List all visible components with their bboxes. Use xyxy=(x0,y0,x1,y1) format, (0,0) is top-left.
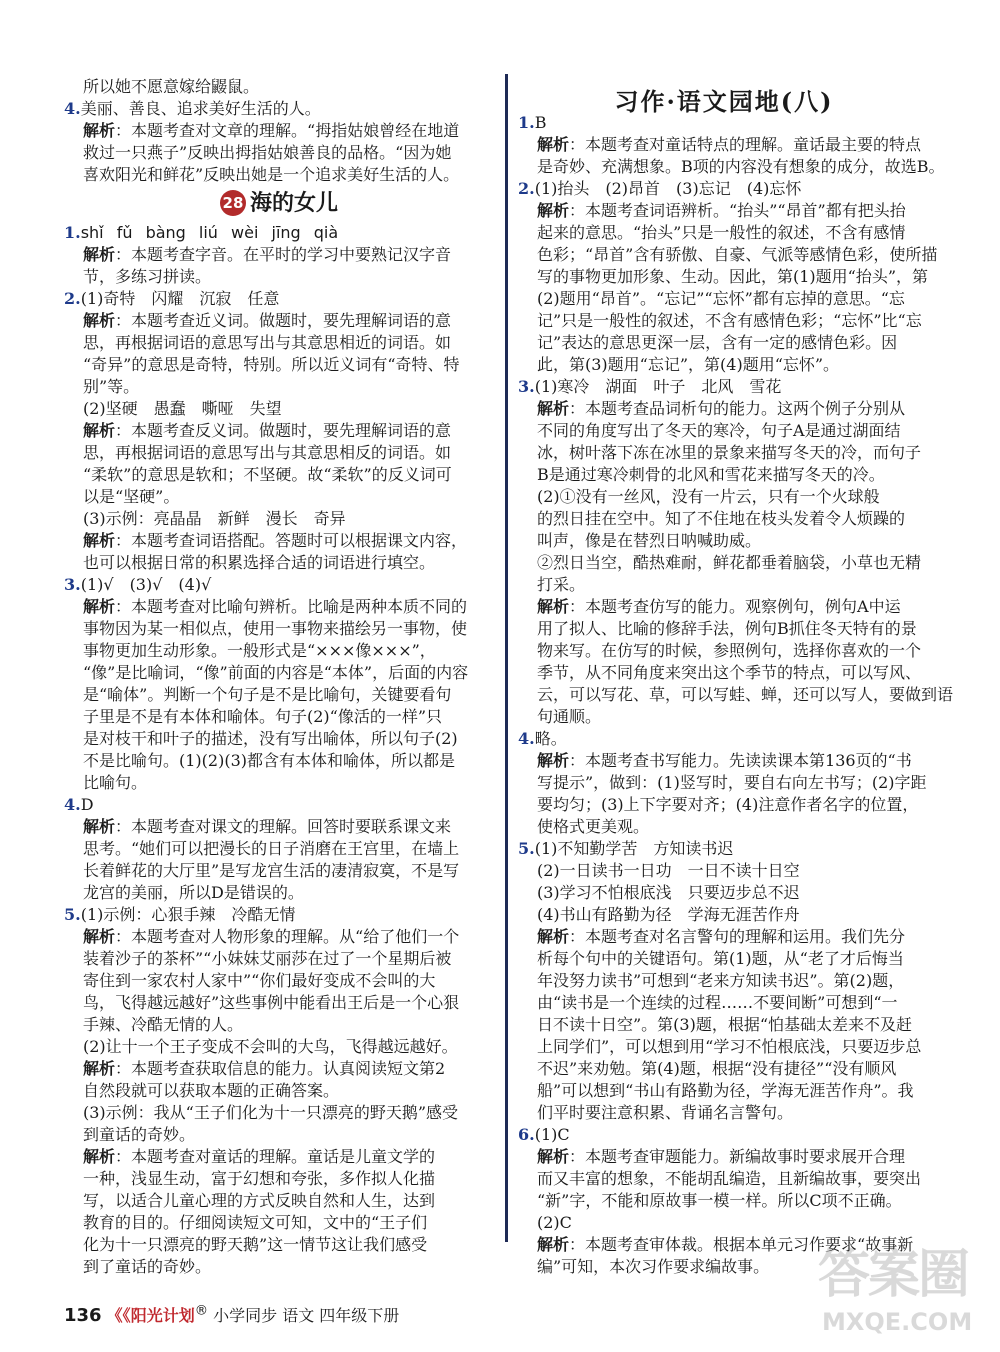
analysis-line xyxy=(64,926,494,948)
answer-item xyxy=(518,728,938,750)
answer-item xyxy=(64,574,494,596)
analysis-label: 解析 xyxy=(83,1059,116,1078)
text-line: 析每个句中的关键语句。第(1)题，从“老了才后悔当 xyxy=(537,949,904,968)
text-line: 教育的目的。仔细阅读短文可知，文中的“王子们 xyxy=(83,1213,428,1232)
answer-item xyxy=(64,222,494,244)
text-line: (2)让十一个王子变成不会叫的大鸟，飞得越远越好。 xyxy=(83,1037,458,1056)
brand-name: 阳光计划 xyxy=(130,1306,195,1325)
analysis-label: 解析 xyxy=(537,399,570,418)
answer-text: shǐ fǔ bàng liú wèi jīng qià xyxy=(80,223,339,242)
answer-item xyxy=(518,376,938,398)
answer-item xyxy=(64,794,494,816)
text-line: 寄住到一家农村人家中”“你们最好变成不会叫的大 xyxy=(83,971,436,990)
analysis-line xyxy=(64,530,494,552)
text-line: (2)题用“昂首”。“忘记”“忘怀”都有忘掉的意思。“忘 xyxy=(537,289,905,308)
text-line: 长着鲜花的大厅里”是写龙宫生活的凄清寂寞，不是写 xyxy=(83,861,460,880)
analysis-line xyxy=(518,1146,938,1168)
text-line: 日不读十日空”。第(3)题，根据“怕基础太差来不及赶 xyxy=(537,1015,913,1034)
text-line: 而又丰富的想象，不能胡乱编造，且新编故事，要突出 xyxy=(537,1169,922,1188)
question-number: 3. xyxy=(518,377,535,396)
text-line: 云，可以写花、草，可以写蛙、蝉，还可以写人，要做到语 xyxy=(537,685,954,704)
text-line: 救过一只燕子”反映出拇指姑娘善良的品格。“因为她 xyxy=(83,143,452,162)
question-number: 2. xyxy=(518,179,535,198)
text-line: 思考。“她们可以把漫长的日子消磨在王宫里，在墙上 xyxy=(83,839,460,858)
analysis-label: 解析 xyxy=(83,311,116,330)
text-line: 打采。 xyxy=(537,575,586,594)
column-divider xyxy=(505,74,508,1242)
question-number: 6. xyxy=(518,1125,535,1144)
answer-item xyxy=(64,288,494,310)
text-line: 记”表达的意思更深一层，含有一定的感情色彩。因 xyxy=(537,333,898,352)
text-line: 色彩；“昂首”含有骄傲、自豪、气派等感情色彩，使所描 xyxy=(537,245,938,264)
text-line: 起来的意思。“抬头”只是一般性的叙述，不含有感情 xyxy=(537,223,906,242)
page-number: 136 xyxy=(64,1305,102,1326)
left-column xyxy=(64,76,494,1278)
analysis-label: 解析 xyxy=(537,597,570,616)
analysis-label: 解析 xyxy=(537,751,570,770)
text-line: 写提示”，做到：(1)竖写时，要自右向左书写；(2)字距 xyxy=(537,773,927,792)
analysis-line xyxy=(64,310,494,332)
answer-item xyxy=(64,904,494,926)
text-line: 船”可以想到“书山有路勤为径，学海无涯苦作舟”。我 xyxy=(537,1081,914,1100)
text-line: 用了拟人、比喻的修辞手法，例句B抓住冬天特有的景 xyxy=(537,619,917,638)
text-line: 叫声，像是在替烈日呐喊助威。 xyxy=(537,531,762,550)
analysis-line xyxy=(64,120,494,142)
text-line: “像”是比喻词，“像”前面的内容是“本体”，后面的内容 xyxy=(83,663,469,682)
answer-text: 略。 xyxy=(534,729,567,748)
text-line: 思，再根据词语的意思写出与其意思相反的词语。如 xyxy=(83,443,452,462)
analysis-label: 解析 xyxy=(537,1235,570,1254)
text-line: 上同学们”，可以想到用“学习不怕根底浅，只要迈步总 xyxy=(537,1037,922,1056)
text-line: 物来写。在仿写的时候，参照例句，选择你喜欢的一个 xyxy=(537,641,922,660)
text-line: 也可以根据日常的积累选择合适的词语进行填空。 xyxy=(83,553,436,572)
question-number: 3. xyxy=(64,575,81,594)
question-number: 2. xyxy=(64,289,81,308)
analysis-line xyxy=(64,816,494,838)
analysis-line xyxy=(64,244,494,266)
text-line: (4)书山有路勤为径 学海无涯苦作舟 xyxy=(537,905,800,924)
analysis-text: ：本题考查对课文的理解。回答时要联系课文来 xyxy=(115,817,452,836)
text-line: 是对枝干和叶子的描述，没有写出喻体，所以句子(2) xyxy=(83,729,458,748)
text-line: 子里是不是有本体和喻体。句子(2)“像活的一样”只 xyxy=(83,707,443,726)
analysis-text: ：本题考查对童话的理解。童话是儿童文学的 xyxy=(115,1147,436,1166)
analysis-label: 解析 xyxy=(83,245,116,264)
analysis-text: ：本题考查书写能力。先读读课本第136页的“书 xyxy=(569,751,912,770)
analysis-label: 解析 xyxy=(537,927,570,946)
analysis-label: 解析 xyxy=(83,597,116,616)
text-line: “新”字，不能和原故事一模一样。所以C项不正确。 xyxy=(537,1191,902,1210)
text-line: 到童话的奇妙。 xyxy=(83,1125,196,1144)
analysis-text: ：本题考查对文章的理解。“拇指姑娘曾经在地道 xyxy=(115,121,460,140)
answer-text: B xyxy=(534,113,547,132)
answer-text: (1)抬头 (2)昂首 (3)忘记 (4)忘怀 xyxy=(534,179,802,198)
text-line: 年没努力读书”可想到“老来方知读书迟”。第(2)题， xyxy=(537,971,905,990)
text-line: 化为十一只漂亮的野天鹅”这一情节这让我们感受 xyxy=(83,1235,428,1254)
analysis-text: ：本题考查词语搭配。答题时可以根据课文内容， xyxy=(115,531,468,550)
answer-text: (1)不知勤学苦 方知读书迟 xyxy=(534,839,734,858)
text-line: B是通过寒冷刺骨的北风和雪花来描写冬天的冷。 xyxy=(537,465,885,484)
text-line: 们平时要注意积累、背诵名言警句。 xyxy=(537,1103,794,1122)
text-line: 到了童话的奇妙。 xyxy=(83,1257,212,1276)
analysis-line xyxy=(518,926,938,948)
analysis-line xyxy=(518,750,938,772)
text-line: 编”可知，本次习作要求编故事。 xyxy=(537,1257,770,1276)
text-line: 此，第(3)题用“忘记”，第(4)题用“忘怀”。 xyxy=(537,355,840,374)
text-line: 是奇妙、充满想象。B项的内容没有想象的成分，故选B。 xyxy=(537,157,945,176)
analysis-text: ：本题考查获取信息的能力。认真阅读短文第2 xyxy=(115,1059,446,1078)
analysis-line xyxy=(64,596,494,618)
text-line: 要均匀；(3)上下字要对齐；(4)注意作者名字的位置， xyxy=(537,795,919,814)
answer-text: (1)示例：心狠手辣 冷酷无情 xyxy=(80,905,296,924)
question-number: 4. xyxy=(64,99,81,118)
question-number: 5. xyxy=(518,839,535,858)
text-line: 鸟，飞得越远越好”这些事例中能看出王后是一个心狠 xyxy=(83,993,460,1012)
analysis-label: 解析 xyxy=(83,531,116,550)
text-line: 冰，树叶落下冻在冰里的景象来描写冬天的冷，而句子 xyxy=(537,443,922,462)
analysis-text: ：本题考查词语辨析。“抬头”“昂首”都有把头抬 xyxy=(569,201,906,220)
answer-text: 美丽、善良、追求美好生活的人。 xyxy=(80,99,321,118)
analysis-label: 解析 xyxy=(83,121,116,140)
analysis-line xyxy=(518,398,938,420)
lesson-title xyxy=(64,190,494,216)
lesson-number-badge: 28 xyxy=(220,190,246,216)
text-line: 别”等。 xyxy=(83,377,140,396)
registered-mark: ® xyxy=(194,1303,209,1319)
text-line: (3)示例：亮晶晶 新鲜 漫长 奇异 xyxy=(83,509,346,528)
text-line: 写的事物更加形象、生动。因此，第(1)题用“抬头”，第 xyxy=(537,267,929,286)
text-line: “奇异”的意思是奇特，特别。所以近义词有“奇特、特 xyxy=(83,355,460,374)
text-line: 所以她不愿意嫁给鼹鼠。 xyxy=(83,77,260,96)
answer-item xyxy=(518,1124,938,1146)
text-line: (2)C xyxy=(537,1213,572,1232)
question-number: 5. xyxy=(64,905,81,924)
text-line: 不迟”来劝勉。第(4)题，根据“没有捷径”“没有顺风 xyxy=(537,1059,897,1078)
analysis-text: ：本题考查对比喻句辨析。比喻是两种本质不同的 xyxy=(115,597,468,616)
analysis-label: 解析 xyxy=(83,1147,116,1166)
text-line: 以是“坚硬”。 xyxy=(83,487,180,506)
analysis-text: ：本题考查对名言警句的理解和运用。我们先分 xyxy=(569,927,906,946)
text-line: 由“读书是一个连续的过程……不要间断”可想到“一 xyxy=(537,993,898,1012)
answer-text: (1)C xyxy=(534,1125,570,1144)
watermark-url: MXQE.COM xyxy=(822,1308,973,1336)
text-line: 思，再根据词语的意思写出与其意思相近的词语。如 xyxy=(83,333,452,352)
text-line: (3)示例：我从“王子们化为十一只漂亮的野天鹅”感受 xyxy=(83,1103,459,1122)
analysis-text: ：本题考查反义词。做题时，要先理解词语的意 xyxy=(115,421,452,440)
text-line: (2)①没有一丝风，没有一片云，只有一个火球般 xyxy=(537,487,880,506)
text-line: (2)坚硬 愚蠢 嘶哑 失望 xyxy=(83,399,282,418)
text-line: 使格式更美观。 xyxy=(537,817,650,836)
analysis-line xyxy=(518,134,938,156)
book-title: 小学同步 语文 四年级下册 xyxy=(208,1306,400,1325)
text-line: 一种，浅显生动，富于幻想和夸张，多作拟人化描 xyxy=(83,1169,436,1188)
analysis-label: 解析 xyxy=(537,201,570,220)
answer-text: D xyxy=(80,795,94,814)
text-line: 龙宫的美丽，所以D是错误的。 xyxy=(83,883,304,902)
analysis-text: ：本题考查对人物形象的理解。从“给了他们一个 xyxy=(115,927,460,946)
text-line: (2)一日读书一日功 一日不读十日空 xyxy=(537,861,800,880)
analysis-label: 解析 xyxy=(83,421,116,440)
analysis-label: 解析 xyxy=(537,1147,570,1166)
analysis-line xyxy=(64,1058,494,1080)
text-line: 自然段就可以获取本题的正确答案。 xyxy=(83,1081,340,1100)
text-line: 记”只是一般性的叙述，不含有感情色彩；“忘怀”比“忘 xyxy=(537,311,922,330)
analysis-label: 解析 xyxy=(83,927,116,946)
analysis-line xyxy=(64,1146,494,1168)
analysis-text: ：本题考查对童话特点的理解。童话最主要的特点 xyxy=(569,135,922,154)
analysis-text: ：本题考查近义词。做题时，要先理解词语的意 xyxy=(115,311,452,330)
analysis-text: ：本题考查审题能力。新编故事时要求展开合理 xyxy=(569,1147,906,1166)
page-footer xyxy=(64,1303,399,1326)
text-line: 节，多练习拼读。 xyxy=(83,267,212,286)
text-line: 不是比喻句。(1)(2)(3)都含有本体和喻体，所以都是 xyxy=(83,751,455,770)
answer-text: (1)寒冷 湖面 叶子 北风 雪花 xyxy=(534,377,782,396)
text-line: 喜欢阳光和鲜花”反映出她是一个追求美好生活的人。 xyxy=(83,165,460,184)
text-line: 比喻句。 xyxy=(83,773,148,792)
answer-text: (1)√ (3)√ (4)√ xyxy=(80,575,212,594)
text-line: “柔软”的意思是软和；不坚硬。故“柔软”的反义词可 xyxy=(83,465,452,484)
analysis-line xyxy=(64,420,494,442)
answer-item xyxy=(64,98,494,120)
analysis-label: 解析 xyxy=(83,817,116,836)
text-line: (3)学习不怕根底浅 只要迈步总不迟 xyxy=(537,883,800,902)
analysis-text: ：本题考查审体裁。根据本单元习作要求“故事新 xyxy=(569,1235,914,1254)
text-line: 是“喻体”。判断一个句子是不是比喻句，关键要看句 xyxy=(83,685,452,704)
question-number: 1. xyxy=(64,223,81,242)
text-line: ②烈日当空，酷热难耐，鲜花都垂着脑袋，小草也无精 xyxy=(537,553,922,572)
text-line: 装着沙子的茶杯”“小妹妹艾丽莎在过了一个星期后被 xyxy=(83,949,452,968)
text-line: 句通顺。 xyxy=(537,707,602,726)
watermark-logo xyxy=(818,1232,973,1342)
analysis-label: 解析 xyxy=(537,135,570,154)
analysis-line xyxy=(518,200,938,222)
text-line: 事物更加生动形象。一般形式是“×××像×××”， xyxy=(83,641,436,660)
analysis-text: ：本题考查仿写的能力。观察例句，例句A中运 xyxy=(569,597,901,616)
answer-item xyxy=(518,112,938,134)
right-column xyxy=(518,112,954,1278)
analysis-line xyxy=(518,596,938,618)
question-number: 4. xyxy=(518,729,535,748)
answer-item xyxy=(518,838,938,860)
text-line: 季节，从不同角度来突出这个季节的特点，可以写风、 xyxy=(537,663,922,682)
answer-text: (1)奇特 闪耀 沉寂 任意 xyxy=(80,289,280,308)
text-line: 事物因为某一相似点，使用一事物来描绘另一事物，使 xyxy=(83,619,468,638)
analysis-text: ：本题考查字音。在平时的学习中要熟记汉字音 xyxy=(115,245,452,264)
analysis-text: ：本题考查品词析句的能力。这两个例子分别从 xyxy=(569,399,906,418)
text-line: 的烈日挂在空中。知了不住地在枝头发着令人烦躁的 xyxy=(537,509,906,528)
section-heading: 习作·语文园地(八) xyxy=(614,87,834,116)
watermark-text: 答案圈 xyxy=(818,1245,969,1305)
answer-item xyxy=(518,178,938,200)
brand-arrows: 《《 xyxy=(106,1306,131,1325)
text-line: 写，以适合儿童心理的方式反映自然和人生，达到 xyxy=(83,1191,436,1210)
lesson-title-text: 海的女儿 xyxy=(249,190,338,216)
question-number: 1. xyxy=(518,113,535,132)
text-line: 手辣、冷酷无情的人。 xyxy=(83,1015,244,1034)
text-line: 不同的角度写出了冬天的寒冷，句子A是通过湖面结 xyxy=(537,421,901,440)
question-number: 4. xyxy=(64,795,81,814)
